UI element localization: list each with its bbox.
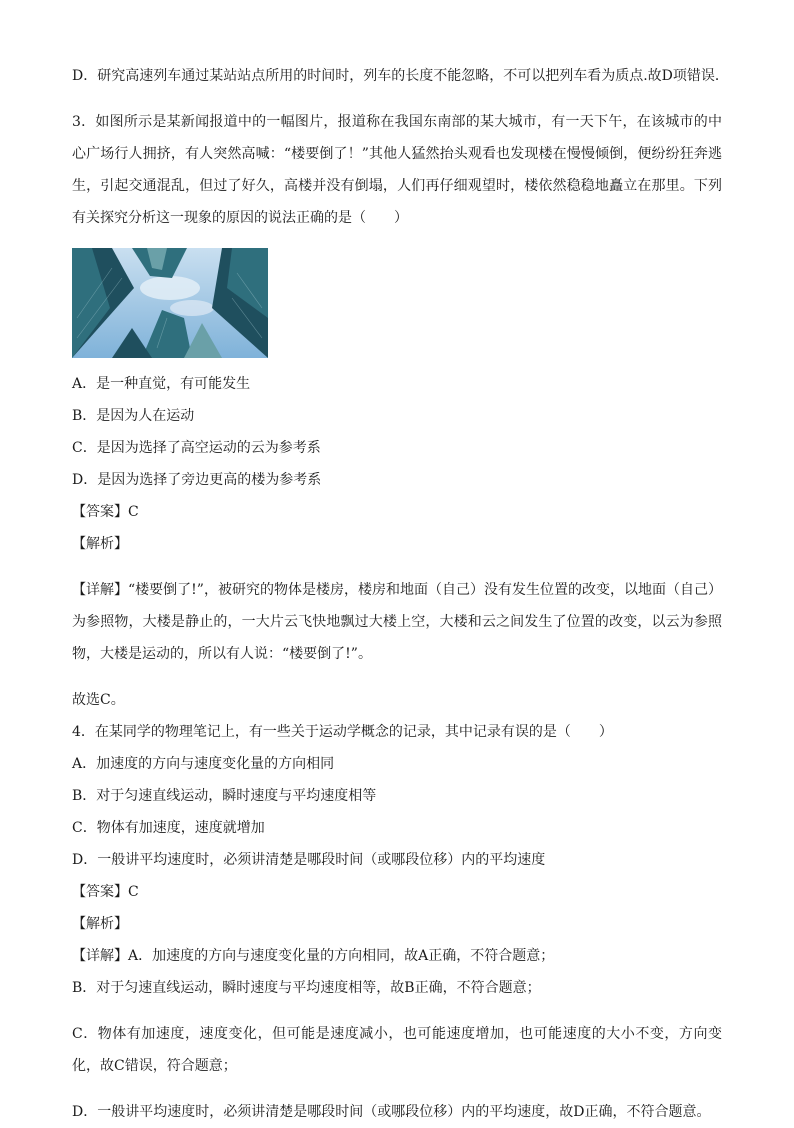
answer-value: C bbox=[128, 884, 139, 900]
question-3-stem: 3．如图所示是某新闻报道中的一幅图片，报道称在我国东南部的某大城市，有一天下午，在该城市的中心广场行人拥挤，有人突然高喊：“楼要倒了！”其他人猛然抬头观看也发现楼在慢慢倾倒，便纷纷狂奔逃生，引起交通混乱，但过了好久，高楼并没有倒塌，人们再仔细观望时，楼依然稳稳地矗立在那里。下列有关探究分析这一现象的原因的说法正确的是（ ） bbox=[72, 114, 722, 226]
question-4-stem: 4．在某同学的物理笔记上，有一些关于运动学概念的记录，其中记录有误的是（ ） bbox=[72, 724, 613, 740]
question-4-option-d: D．一般讲平均速度时，必须讲清楚是哪段时间（或哪段位移）内的平均速度 bbox=[72, 852, 546, 868]
answer-tag: 【答案】 bbox=[72, 504, 128, 520]
text-line: D．研究高速列车通过某站站点所用的时间时，列车的长度不能忽略，不可以把列车看为质点.故D项错误． bbox=[72, 68, 729, 84]
question-4-option-a: A．加速度的方向与速度变化量的方向相同 bbox=[72, 756, 335, 772]
question-4-answer bbox=[72, 876, 722, 908]
question-3-analysis-tag: 【解析】 bbox=[72, 536, 128, 552]
question-3-conclusion: 故选C。 bbox=[72, 692, 125, 708]
buildings-photo bbox=[72, 248, 268, 358]
question-3-option-b: B．是因为人在运动 bbox=[72, 408, 195, 424]
answer-tag: 【答案】 bbox=[72, 884, 128, 900]
question-3-detail: 【详解】“楼要倒了!”，被研究的物体是楼房，楼房和地面（自己）没有发生位置的改变，以地面（自己）为参照物，大楼是静止的，一大片云飞快地飘过大楼上空，大楼和云之间发生了位置的改变，以云为参照物，大楼是运动的，所以有人说：“楼要倒了!”。 bbox=[72, 582, 722, 662]
question-4-detail-d: D．一般讲平均速度时，必须讲清楚是哪段时间（或哪段位移）内的平均速度，故D正确，不符合题意。 bbox=[72, 1104, 711, 1120]
document-content bbox=[72, 60, 729, 1128]
question-4-detail-c: C．物体有加速度，速度变化，但可能是速度减小，也可能速度增加，也可能速度的大小不变，方向变化，故C错误，符合题意； bbox=[72, 1026, 722, 1074]
question-4-option-b: B．对于匀速直线运动，瞬时速度与平均速度相等 bbox=[72, 788, 377, 804]
question-4-detail-a: 【详解】A．加速度的方向与速度变化量的方向相同，故A正确，不符合题意； bbox=[72, 948, 555, 964]
question-4-analysis-tag: 【解析】 bbox=[72, 916, 128, 932]
question-3-option-a: A．是一种直觉，有可能发生 bbox=[72, 376, 251, 392]
answer-value: C bbox=[128, 504, 139, 520]
question-4-option-c: C．物体有加速度，速度就增加 bbox=[72, 820, 265, 836]
question-4-detail-b: B．对于匀速直线运动，瞬时速度与平均速度相等，故B正确，不符合题意； bbox=[72, 980, 541, 996]
question-3-option-c: C．是因为选择了高空运动的云为参考系 bbox=[72, 440, 321, 456]
question-3-answer bbox=[72, 496, 722, 528]
question-3-option-d: D．是因为选择了旁边更高的楼为参考系 bbox=[72, 472, 322, 488]
